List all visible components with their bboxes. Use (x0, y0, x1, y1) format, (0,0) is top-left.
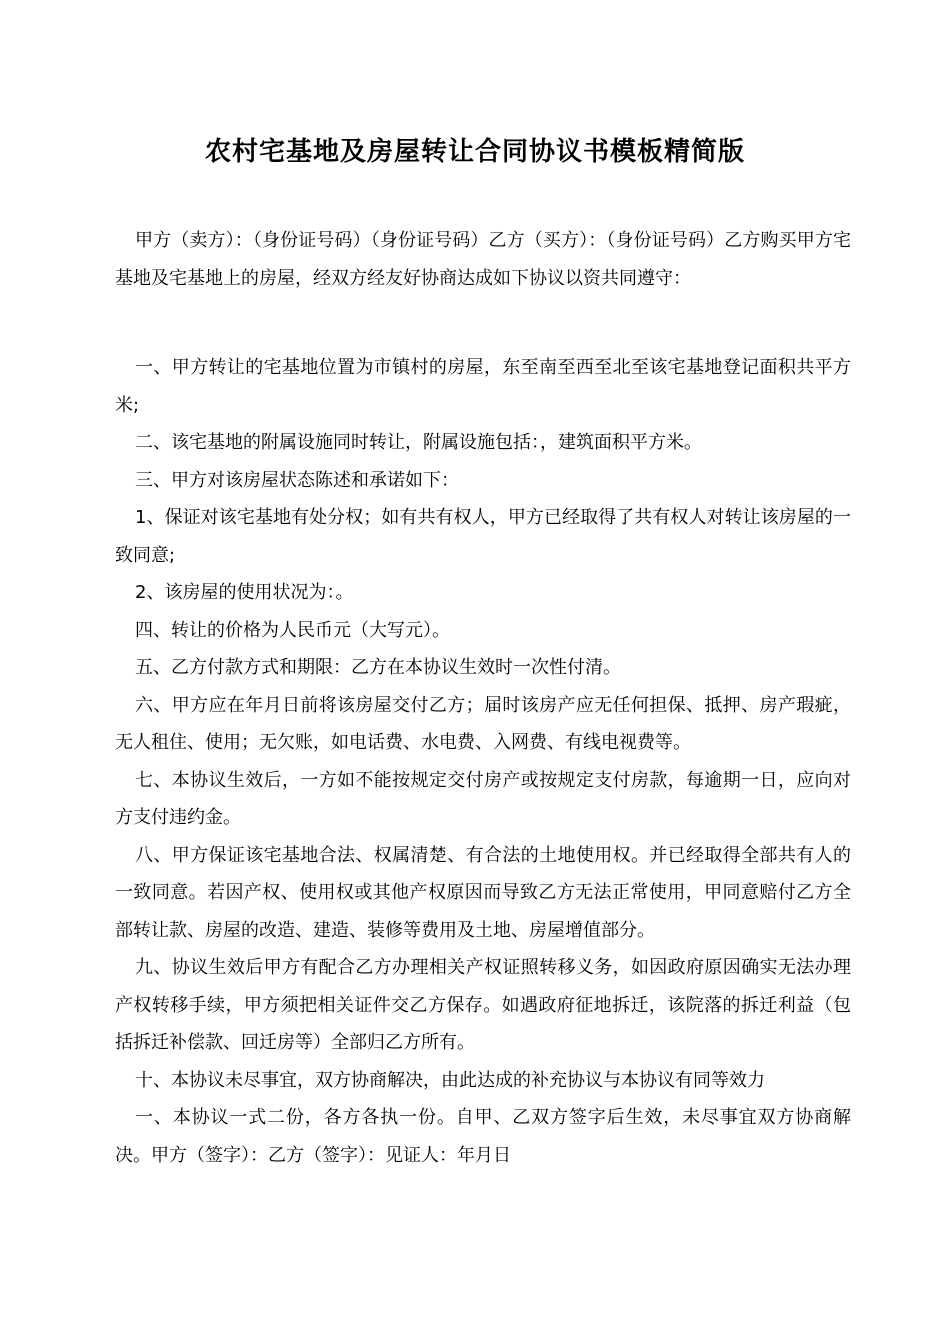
clause-3-item-2: 2、该房屋的使用状况为：。 (135, 582, 354, 603)
document-title: 农村宅基地及房屋转让合同协议书模板精简版 (204, 137, 745, 167)
clause-7: 七、本协议生效后，一方如不能按规定交付房产或按规定支付房款，每逾期一日，应向对方支付违约金。 (115, 769, 851, 828)
clause-10: 十、本协议未尽事宜，双方协商解决，由此达成的补充协议与本协议有同等效力 (135, 1069, 765, 1091)
document-body (115, 222, 851, 1174)
clause-6: 六、甲方应在年月日前将该房屋交付乙方；届时该房产应无任何担保、抵押、房产瑕疵，无人租住、使用；无欠账，如电话费、水电费、入网费、有线电视费等。 (115, 694, 851, 753)
clause-9: 九、协议生效后甲方有配合乙方办理相关产权证照转移义务，如因政府原因确实无法办理产权转移手续，甲方须把相关证件交乙方保存。如遇政府征地拆迁，该院落的拆迁利益（包括拆迁补偿款、回迁房等）全部归乙方所有。 (115, 957, 851, 1053)
clause-2: 二、该宅基地的附属设施同时转让，附属设施包括：，建筑面积平方米。 (135, 432, 702, 453)
clause-8: 八、甲方保证该宅基地合法、权属清楚、有合法的土地使用权。并已经取得全部共有人的一致同意。若因产权、使用权或其他产权原因而导致乙方无法正常使用，甲同意赔付乙方全部转让款、房屋的改造、建造、装修等费用及土地、房屋增值部分。 (115, 844, 851, 941)
intro-paragraph: 甲方（卖方）：（身份证号码）（身份证号码）乙方（买方）：（身份证号码）乙方购买甲方宅基地及宅基地上的房屋，经双方经友好协商达成如下协议以资共同遵守： (115, 230, 851, 289)
clause-1: 一、甲方转让的宅基地位置为市镇村的房屋，东至南至西至北至该宅基地登记面积共平方米; (115, 357, 851, 416)
clause-3: 三、甲方对该房屋状态陈述和承诺如下： (135, 469, 459, 491)
closing-clause: 一、本协议一式二份，各方各执一份。自甲、乙双方签字后生效，未尽事宜双方协商解决。甲方（签字）：乙方（签字）：见证人：年月日 (115, 1107, 851, 1166)
clause-5: 五、乙方付款方式和期限：乙方在本协议生效时一次性付清。 (135, 657, 621, 678)
clause-4: 四、转让的价格为人民币元（大写元）。 (135, 619, 450, 641)
clause-3-item-1: 1、保证对该宅基地有处分权；如有共有权人，甲方已经取得了共有权人对转让该房屋的一致同意; (115, 507, 851, 566)
